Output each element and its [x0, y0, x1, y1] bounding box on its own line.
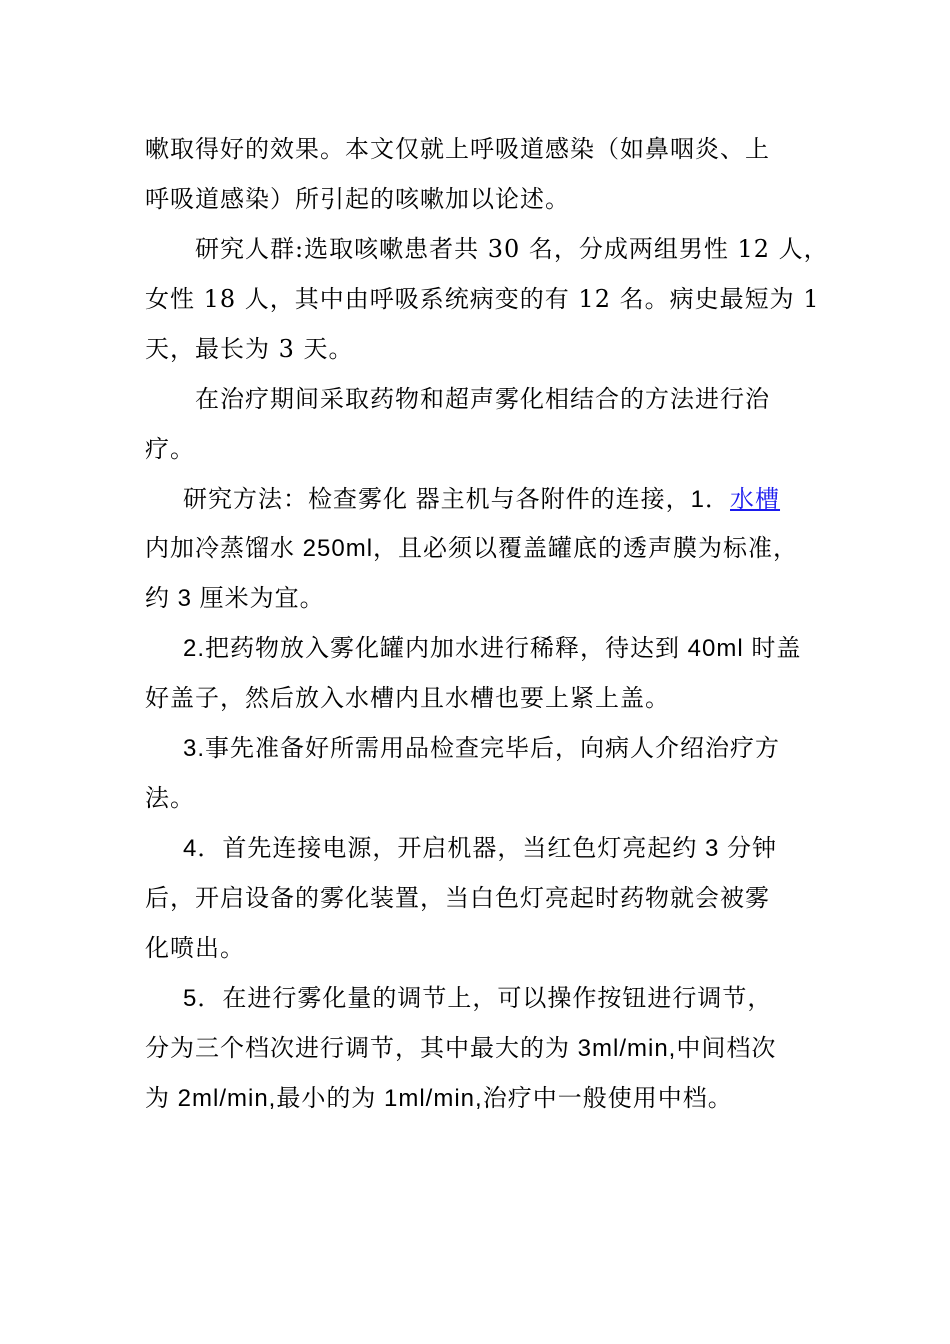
paragraph-line: 法。 — [145, 785, 195, 812]
paragraph-line: 嗽取得好的效果。本文仅就上呼吸道感染（如鼻咽炎、上 — [145, 135, 770, 163]
paragraph-line: 为 2ml/min,最小的为 1ml/min,治疗中一般使用中档。 — [145, 1085, 733, 1112]
paragraph-line: 后，开启设备的雾化装置，当白色灯亮起时药物就会被雾 — [145, 885, 770, 912]
paragraph-line: 4．首先连接电源，开启机器，当红色灯亮起约 3 分钟 — [183, 835, 778, 862]
paragraph-line-with-link — [183, 483, 780, 516]
paragraph-line: 天，最长为 3 天。 — [145, 335, 354, 363]
sink-link[interactable]: 水槽 — [730, 485, 781, 513]
paragraph-line: 呼吸道感染）所引起的咳嗽加以论述。 — [145, 185, 570, 213]
paragraph-line: 疗。 — [145, 435, 195, 463]
paragraph-line: 分为三个档次进行调节，其中最大的为 3ml/min,中间档次 — [145, 1035, 777, 1062]
paragraph-line: 好盖子，然后放入水槽内且水槽也要上紧上盖。 — [145, 685, 670, 712]
paragraph-line: 内加冷蒸馏水 250ml，且必须以覆盖罐底的透声膜为标准， — [145, 535, 799, 562]
paragraph-line: 5．在进行雾化量的调节上，可以操作按钮进行调节， — [183, 985, 773, 1012]
paragraph-line: 研究人群:选取咳嗽患者共 30 名，分成两组男性 12 人， — [195, 235, 829, 263]
paragraph-line: 3.事先准备好所需用品检查完毕后，向病人介绍治疗方 — [183, 735, 781, 762]
paragraph-line: 2.把药物放入雾化罐内加水进行稀释，待达到 40ml 时盖 — [183, 635, 802, 662]
paragraph-line: 女性 18 人，其中由呼吸系统病变的有 12 名。病史最短为 1 — [145, 285, 820, 313]
paragraph-line: 约 3 厘米为宜。 — [145, 585, 325, 612]
paragraph-text: 研究方法：检查雾化 器主机与各附件的连接，1． — [183, 486, 731, 513]
paragraph-line: 在治疗期间采取药物和超声雾化相结合的方法进行治 — [195, 385, 770, 413]
paragraph-line: 化喷出。 — [145, 935, 245, 962]
